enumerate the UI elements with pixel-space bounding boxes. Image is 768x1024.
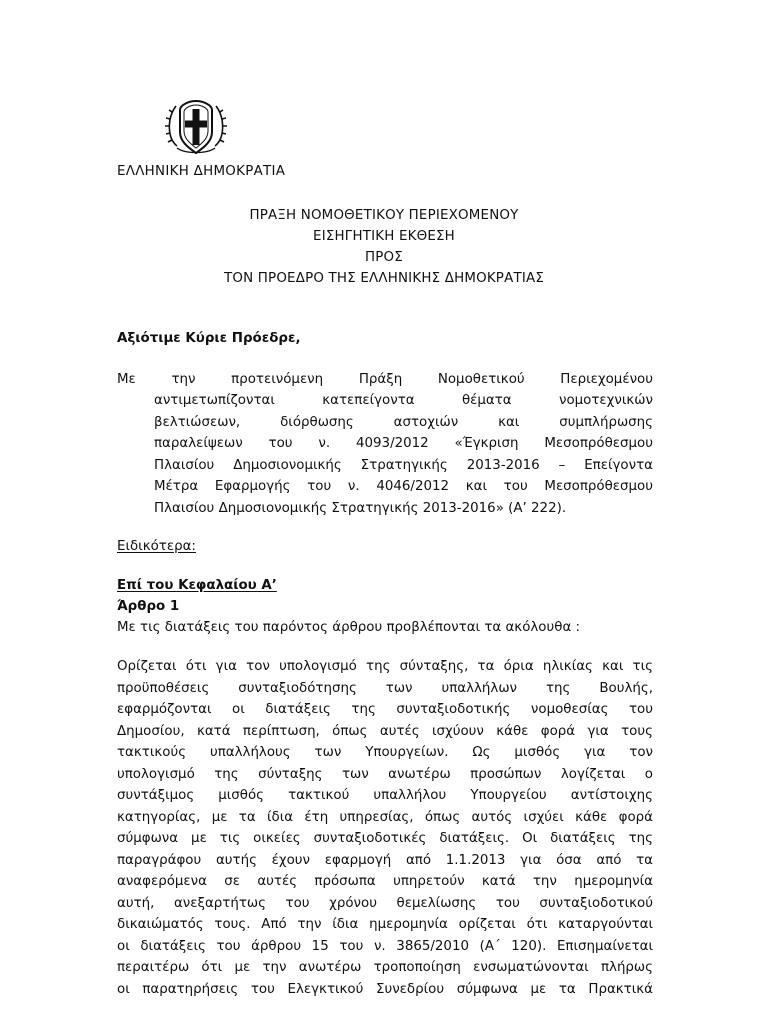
body-line: προϋποθέσεις συνταξιοδότησης των υπαλλήλων της Βουλής, (117, 680, 653, 696)
article-heading: Άρθρο 1 (117, 599, 180, 614)
body-line: οι διατάξεις του άρθρου 15 του ν. 3865/2010 (Α΄ 120). Επισημαίνεται (117, 938, 653, 954)
body-line: τακτικούς υπαλλήλους των Υπουργείων. Ως μισθός για τον (117, 745, 653, 760)
body-line: οι παρατηρήσεις του Ελεγκτικού Συνεδρίου σύμφωνα με τα Πρακτικά (117, 981, 653, 997)
body-line: αυτή, ανεξαρτήτως του χρόνου θεμελίωσης του συνταξιοδοτικού (117, 895, 653, 911)
intro-first-line: Με την προτεινόμενη Πράξη Νομοθετικού Περιεχομένου (117, 372, 653, 387)
body-line: εφαρμόζονται οι διατάξεις της συνταξιοδοτικής νομοθεσίας του (117, 702, 653, 717)
document-title-line-4: ΤΟΝ ΠΡΟΕΔΡΟ ΤΗΣ ΕΛΛΗΝΙΚΗΣ ΔΗΜΟΚΡΑΤΙΑΣ (223, 271, 544, 286)
intro-line: Πλαισίου Δημοσιονομικής Στρατηγικής 2013-2016 – Επείγοντα (154, 457, 653, 473)
article-intro: Με τις διατάξεις του παρόντος άρθρου προβλέπονται τα ακόλουθα : (117, 620, 581, 635)
salutation: Αξιότιμε Κύριε Πρόεδρε, (117, 331, 301, 346)
body-line: συντάξιμος μισθός τακτικού υπαλλήλου Υπουργείου αντίστοιχης (117, 788, 653, 803)
body-line: υπολογισμό της σύνταξης των ανωτέρω προσώπων λογίζεται ο (117, 766, 653, 782)
body-line: Ορίζεται ότι για τον υπολογισμό της σύνταξης, τα όρια ηλικίας και τις (117, 659, 653, 674)
intro-paragraph (154, 390, 653, 519)
body-line: περαιτέρω ότι με την ανωτέρω τροποποίηση ενσωματώνονται πλήρως (117, 960, 653, 975)
document-title-line-2: ΕΙΣΗΓΗΤΙΚΗ ΕΚΘΕΣΗ (313, 229, 455, 244)
intro-line: αντιμετωπίζονται κατεπείγοντα θέματα νομοτεχνικών (154, 393, 653, 408)
specifics-heading: Ειδικότερα: (117, 539, 196, 554)
greek-coat-of-arms-icon (165, 96, 227, 160)
chapter-heading: Επί του Κεφαλαίου Α’ (117, 578, 277, 593)
document-title-line-3: ΠΡΟΣ (365, 250, 403, 265)
body-line: αναφερόμενα σε αυτές πρόσωπα υπηρετούν κατά την ημερομηνία (117, 874, 653, 889)
republic-heading: ΕΛΛΗΝΙΚΗ ΔΗΜΟΚΡΑΤΙΑ (117, 164, 286, 179)
body-line: κατηγορίας, με τα ίδια έτη υπηρεσίας, όπως αυτός ισχύει κάθε φορά (117, 809, 653, 825)
body-line: σύμφωνα με τις οικείες συνταξιοδοτικές διατάξεις. Οι διατάξεις της (117, 831, 653, 846)
intro-line: Πλαισίου Δημοσιονομικής Στρατηγικής 2013-2016» (Α’ 222). (154, 500, 567, 516)
intro-line: Μέτρα Εφαρμογής του ν. 4046/2012 και του Μεσοπρόθεσμου (154, 479, 653, 494)
article-body-paragraph (117, 656, 653, 1000)
document-title-line-1: ΠΡΑΞΗ ΝΟΜΟΘΕΤΙΚΟΥ ΠΕΡΙΕΧΟΜΕΝΟΥ (249, 208, 519, 223)
body-line: δικαιώματός τους. Από την ίδια ημερομηνία ορίζεται ότι καταργούνται (117, 917, 653, 932)
intro-line: παραλείψεων του ν. 4093/2012 «Έγκριση Μεσοπρόθεσμου (154, 436, 653, 451)
body-line: παραγράφου αυτής έχουν εφαρμογή από 1.1.2013 για όσα από τα (117, 852, 653, 868)
intro-line: βελτιώσεων, διόρθωσης αστοχιών και συμπλήρωσης (154, 414, 653, 430)
body-line: Δημοσίου, κατά περίπτωση, όπως αυτές ισχύουν κάθε φορά για τους (117, 723, 653, 739)
